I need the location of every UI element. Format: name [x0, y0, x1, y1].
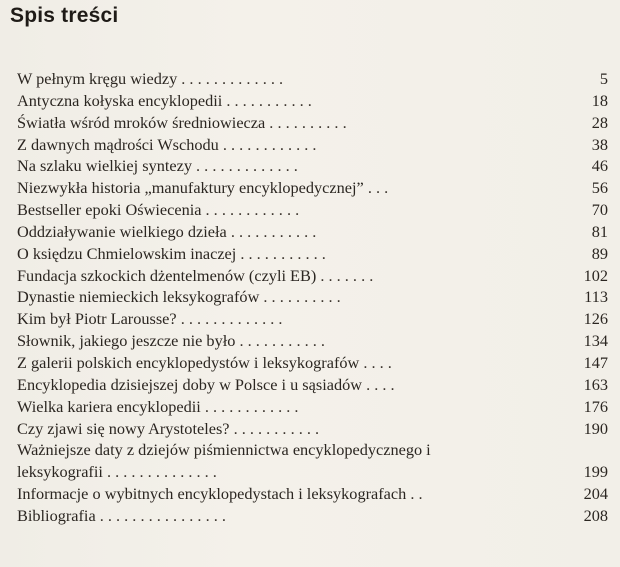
toc-entry: [17, 439, 614, 483]
toc-entry-title: W pełnym kręgu wiedzy: [17, 69, 178, 88]
toc-entry: [17, 265, 614, 287]
dot-leader: . . . . . . . . . . . . .: [176, 309, 283, 329]
toc-entry-title: Światła wśród mroków średniowiecza: [17, 112, 266, 132]
toc-entry: [17, 221, 614, 243]
toc-page-number: 5: [599, 69, 608, 88]
toc-entry: [17, 286, 614, 308]
toc-entry-title-continuation: leksykografii: [17, 462, 103, 482]
dot-leader: . . . . . . . . . . . . .: [191, 156, 298, 176]
toc-entry: [17, 90, 614, 112]
dot-leader: . . . . . . . . . . . . .: [177, 69, 284, 88]
toc-entry-title: Z galerii polskich encyklopedystów i leksykografów: [17, 352, 360, 372]
toc-entry: [17, 134, 614, 156]
toc-page-number: 56: [591, 178, 608, 198]
toc-page-number: 102: [583, 265, 608, 285]
toc-entry-title: Bibliografia: [17, 505, 96, 525]
toc-page-number: 38: [591, 134, 608, 154]
toc-entry: [17, 396, 614, 418]
dot-leader: . . . . . . . . . . . .: [218, 134, 317, 154]
toc-page-number: 18: [591, 90, 608, 110]
toc-entry-title: Informacje o wybitnych encyklopedystach i leksykografach: [17, 484, 407, 504]
toc-page-number: 204: [583, 484, 608, 504]
toc-page-number: 46: [591, 156, 608, 176]
dot-leader: . . . . . . .: [316, 265, 374, 285]
toc-entry-title: Fundacja szkockich dżentelmenów (czyli EB): [17, 265, 317, 285]
dot-leader: . . . . . . . . . . . . . . . .: [95, 505, 226, 525]
toc-entry: [17, 199, 614, 221]
toc-page-number: 199: [583, 462, 608, 482]
toc-entry-title: Dynastie niemieckich leksykografów: [17, 287, 260, 307]
toc-entry: [17, 352, 614, 374]
dot-leader: . . . . . . . . . . .: [222, 90, 312, 110]
toc-page-number: 81: [591, 221, 608, 241]
table-of-contents: [17, 68, 614, 527]
toc-entry: [17, 243, 614, 265]
toc-entry: [17, 308, 614, 330]
toc-page-number: 190: [583, 418, 608, 438]
toc-entry-title: Niezwykła historia „manufaktury encyklopedycznej”: [17, 178, 364, 198]
dot-leader: . . . . . . . . . .: [259, 287, 341, 307]
dot-leader: . . . . . . . . . . . . . .: [102, 462, 217, 482]
toc-page-number: 134: [583, 331, 608, 351]
toc-entry-title: Kim był Piotr Larousse?: [17, 309, 177, 329]
toc-entry: [17, 505, 614, 527]
toc-entry-title: Z dawnych mądrości Wschodu: [17, 134, 219, 154]
toc-entry: [17, 68, 614, 90]
dot-leader: . . . . . . . . . . .: [235, 331, 325, 351]
toc-page-number: 70: [591, 200, 608, 220]
dot-leader: . . . .: [362, 374, 395, 394]
toc-page-number: 28: [591, 112, 608, 132]
toc-page-number: 208: [583, 505, 608, 525]
toc-entry: [17, 483, 614, 505]
toc-entry-title: Na szlaku wielkiej syntezy: [17, 156, 192, 176]
toc-entry-title: Słownik, jakiego jeszcze nie było: [17, 331, 236, 351]
toc-entry-title: O księdzu Chmielowskim inaczej: [17, 243, 237, 263]
toc-entry: [17, 418, 614, 440]
dot-leader: . . . . . . . . . . .: [236, 243, 326, 263]
dot-leader: . . . . . . . . . . .: [226, 221, 317, 241]
dot-leader: . .: [406, 484, 423, 504]
toc-entry-title: Encyklopedia dzisiejszej doby w Polsce i u sąsiadów: [17, 374, 362, 394]
dot-leader: . . .: [363, 178, 389, 198]
dot-leader: . . . . . . . . . . . .: [200, 396, 299, 416]
dot-leader: . . . . . . . . . . .: [229, 418, 320, 438]
toc-entry: [17, 155, 614, 177]
toc-entry-title: Czy zjawi się nowy Arystoteles?: [17, 418, 230, 438]
toc-entry-title: Oddziaływanie wielkiego dzieła: [17, 221, 227, 241]
toc-entry: [17, 374, 614, 396]
toc-page-number: 89: [591, 243, 608, 263]
toc-page-number: 147: [583, 352, 608, 372]
dot-leader: . . . .: [359, 352, 392, 372]
toc-page-number: 176: [583, 396, 608, 416]
toc-page-number: 113: [584, 287, 608, 307]
dot-leader: . . . . . . . . . .: [265, 112, 347, 132]
toc-entry: [17, 177, 614, 199]
toc-entry-title: Antyczna kołyska encyklopedii: [17, 90, 223, 110]
toc-page-number: 163: [583, 374, 608, 394]
dot-leader: . . . . . . . . . . . .: [201, 200, 300, 220]
toc-entry-title: Bestseller epoki Oświecenia: [17, 200, 202, 220]
page-title: Spis treści: [10, 4, 119, 27]
toc-page-number: 126: [583, 309, 608, 329]
toc-entry-title: Wielka kariera encyklopedii: [17, 396, 201, 416]
toc-entry: [17, 330, 614, 352]
toc-entry: [17, 112, 614, 134]
toc-entry-title: Ważniejsze daty z dziejów piśmiennictwa encyklopedycznego i: [17, 440, 431, 460]
